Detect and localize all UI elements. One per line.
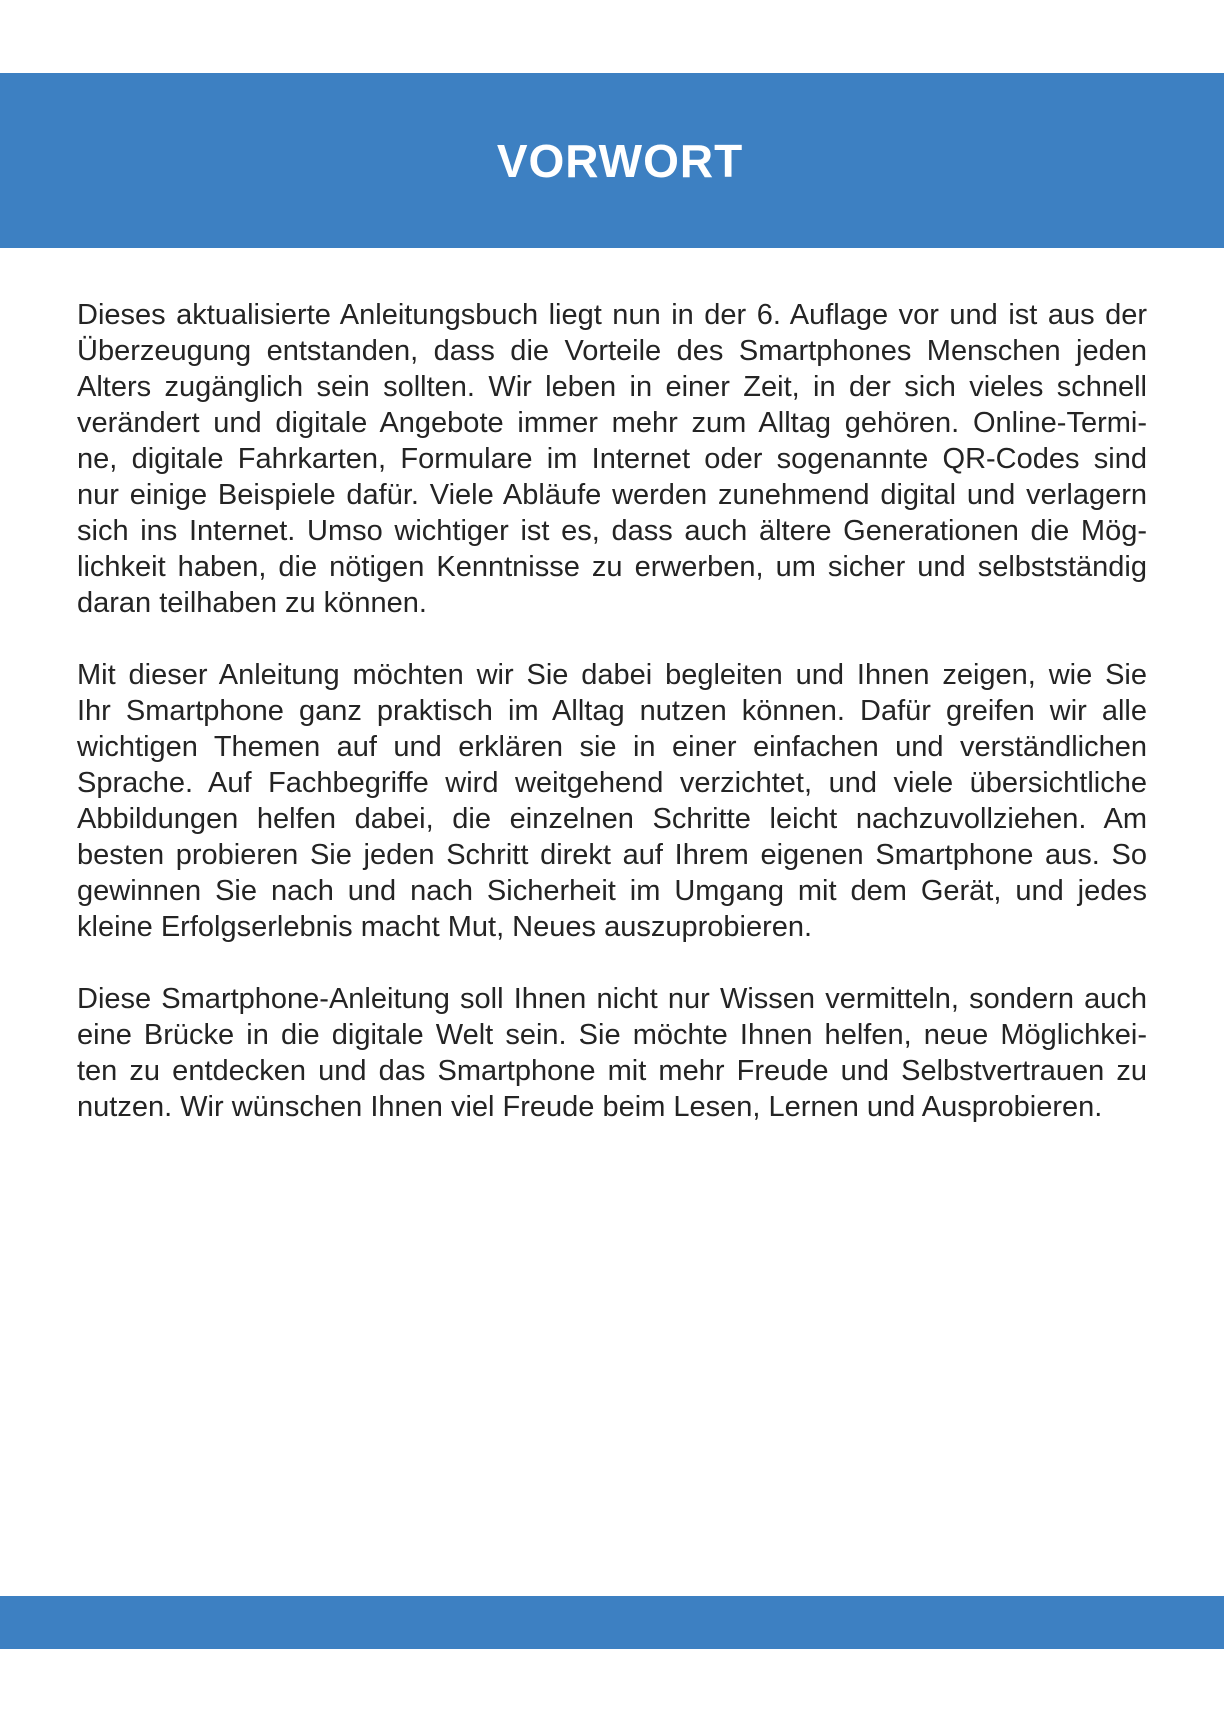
paragraph <box>77 297 1147 621</box>
text-line: Alters zugänglich sein sollten. Wir leben in einer Zeit, in der sich vieles schnell <box>77 371 1147 403</box>
body-text <box>77 248 1147 1125</box>
paragraph <box>77 657 1147 945</box>
text-line: besten probieren Sie jeden Schritt direkt auf Ihrem eigenen Smartphone aus. So <box>77 839 1147 871</box>
text-line: lichkeit haben, die nötigen Kenntnisse zu erwerben, um sicher und selbstständig <box>77 551 1147 583</box>
text-line: daran teilhaben zu können. <box>77 587 427 619</box>
text-line: ne, digitale Fahrkarten, Formulare im Internet oder sogenannte QR-Codes sind <box>77 443 1147 475</box>
paragraph <box>77 981 1147 1125</box>
text-line: gewinnen Sie nach und nach Sicherheit im Umgang mit dem Gerät, und jedes <box>77 875 1147 907</box>
text-line: kleine Erfolgserlebnis macht Mut, Neues auszuprobieren. <box>77 911 813 943</box>
footer-band <box>0 1596 1224 1649</box>
text-line: Dieses aktualisierte Anleitungsbuch liegt nun in der 6. Auflage vor und ist aus der <box>77 299 1147 331</box>
text-line: verändert und digitale Angebote immer mehr zum Alltag gehören. Online-Termi- <box>77 407 1147 439</box>
text-line: sich ins Internet. Umso wichtiger ist es, dass auch ältere Generationen die Mög- <box>77 515 1147 547</box>
header-band <box>0 73 1224 248</box>
text-line: Mit dieser Anleitung möchten wir Sie dabei begleiten und Ihnen zeigen, wie Sie <box>77 659 1147 691</box>
text-line: nutzen. Wir wünschen Ihnen viel Freude beim Lesen, Lernen und Ausprobieren. <box>77 1091 1103 1123</box>
text-line: Diese Smartphone-Anleitung soll Ihnen nicht nur Wissen vermitteln, sondern auch <box>77 983 1147 1015</box>
text-line: eine Brücke in die digitale Welt sein. Sie möchte Ihnen helfen, neue Möglichkei- <box>77 1019 1147 1051</box>
page-title: VORWORT <box>496 134 744 187</box>
text-line: ten zu entdecken und das Smartphone mit mehr Freude und Selbstvertrauen zu <box>77 1055 1147 1087</box>
text-line: Abbildungen helfen dabei, die einzelnen Schritte leicht nachzuvollziehen. Am <box>77 803 1147 835</box>
text-line: wichtigen Themen auf und erklären sie in einer einfachen und verständlichen <box>77 731 1147 763</box>
text-line: Sprache. Auf Fachbegriffe wird weitgehend verzichtet, und viele übersichtliche <box>77 767 1147 799</box>
text-line: nur einige Beispiele dafür. Viele Abläufe werden zunehmend digital und verlagern <box>77 479 1147 511</box>
text-line: Überzeugung entstanden, dass die Vorteile des Smartphones Menschen jeden <box>77 335 1147 367</box>
text-line: Ihr Smartphone ganz praktisch im Alltag nutzen können. Dafür greifen wir alle <box>77 695 1147 727</box>
